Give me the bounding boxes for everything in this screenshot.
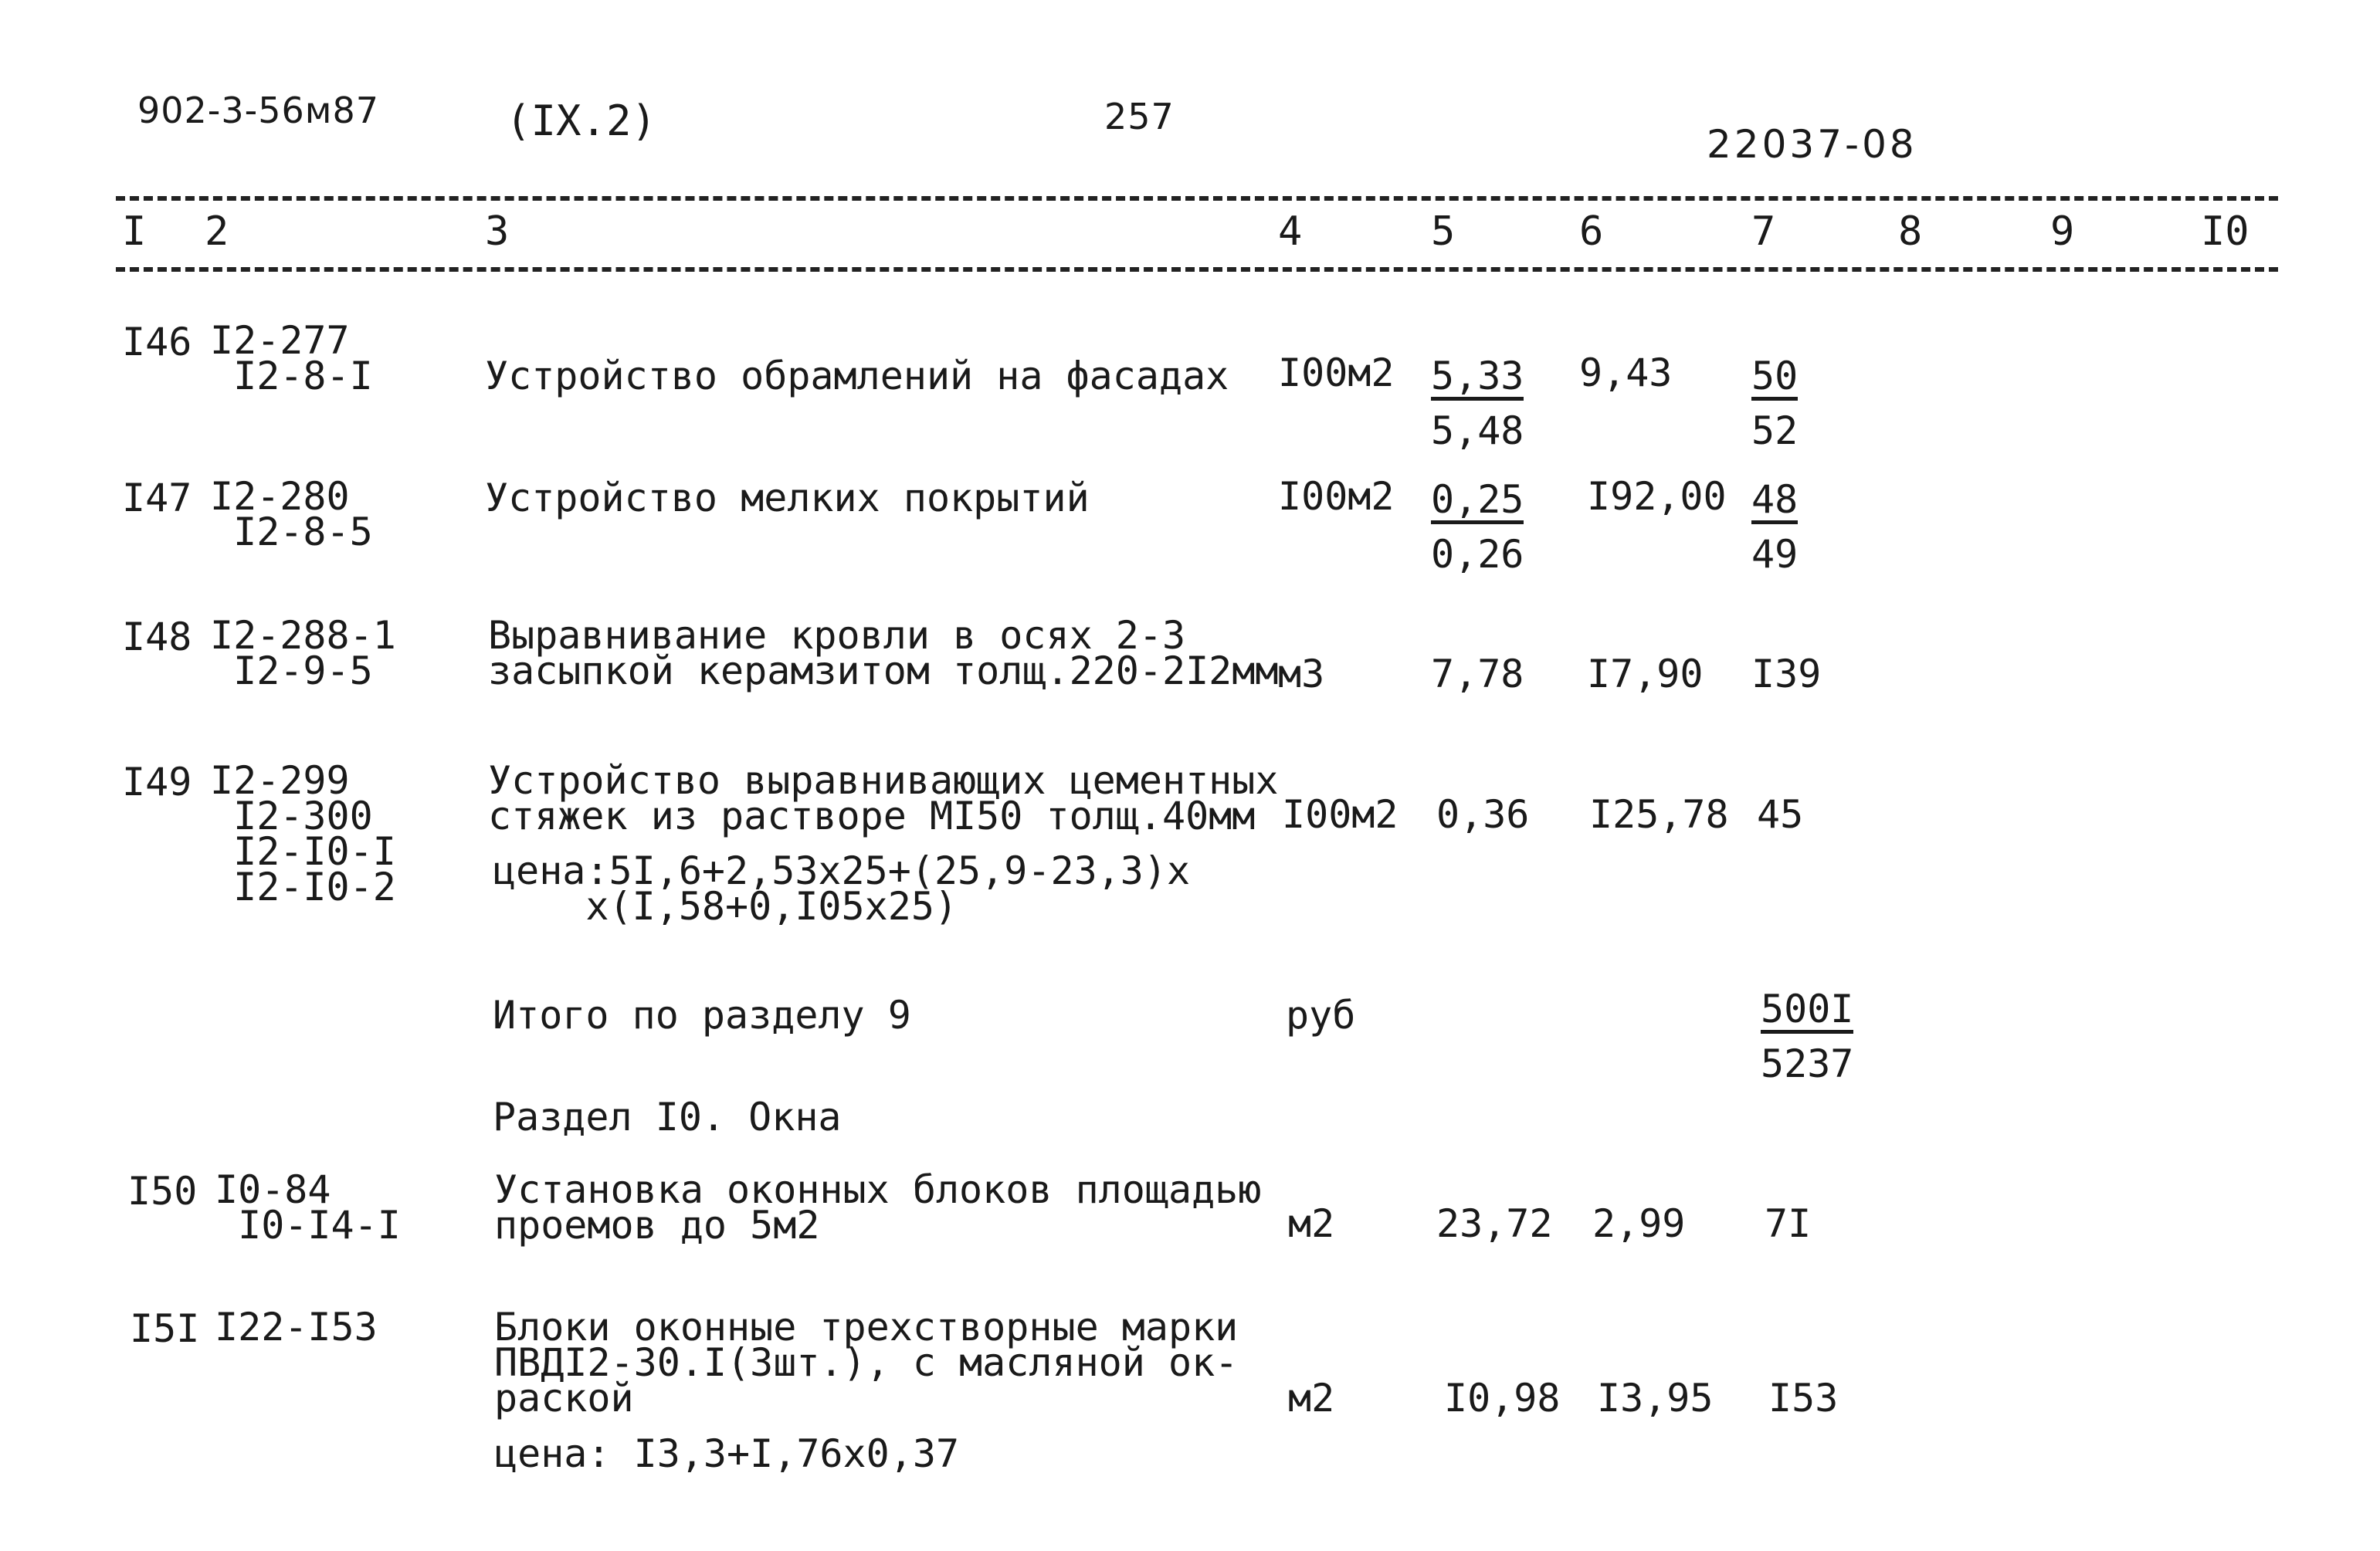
stamp-number: 22037-08 xyxy=(1707,122,1917,167)
column-header-8: 8 xyxy=(1898,208,1923,255)
quantity-top: 5,33 xyxy=(1431,357,1524,401)
row-quantity: 23,72 xyxy=(1436,1201,1553,1246)
column-header-5: 5 xyxy=(1431,208,1456,255)
cost-bottom: 49 xyxy=(1751,532,1799,577)
row-unit: I00м2 xyxy=(1278,350,1395,395)
row-description: Устройство мелких покрытий xyxy=(485,476,1090,520)
column-header-1: I xyxy=(122,208,147,255)
row-quantity-fraction xyxy=(1431,477,1524,577)
row-unit: м2 xyxy=(1288,1376,1335,1421)
row-number: I47 xyxy=(122,476,192,520)
row-quantity: 0,36 xyxy=(1436,792,1530,837)
row-quantity-fraction xyxy=(1431,354,1524,453)
row-codes: I22-I53 xyxy=(215,1305,378,1350)
row-number: I5I xyxy=(130,1306,200,1351)
row-cost: I53 xyxy=(1768,1376,1839,1421)
row-description: Выравнивание кровли в осях 2-3 засыпкой керамзитом толщ.220-2I2мм xyxy=(488,613,1279,693)
row-codes: I2-277 I2-8-I xyxy=(210,318,373,398)
column-header-2: 2 xyxy=(205,208,229,255)
row-cost-fraction xyxy=(1751,477,1799,577)
row-quantity: 7,78 xyxy=(1431,652,1524,696)
row-unit-price: 2,99 xyxy=(1592,1201,1686,1246)
section-reference: (IX.2) xyxy=(506,97,657,145)
row-description: Блоки оконные трехстворные марки ПВДI2-30.I(3шт.), с масляной ок- раской xyxy=(494,1305,1239,1421)
row-cost: I39 xyxy=(1751,652,1822,696)
column-header-10: I0 xyxy=(2201,208,2249,255)
row-unit-price: I7,90 xyxy=(1587,652,1704,696)
row-unit: I00м2 xyxy=(1282,792,1399,837)
row-unit: м2 xyxy=(1288,1201,1335,1246)
total-bottom: 5237 xyxy=(1761,1041,1854,1086)
row-unit-price: 9,43 xyxy=(1579,350,1673,395)
row-cost: 45 xyxy=(1757,792,1804,837)
document-code: 902-3-56м87 xyxy=(137,90,380,131)
row-unit: м3 xyxy=(1278,652,1325,696)
row-description: Устройство выравнивающих цементных стяжек из растворе МI50 толщ.40мм xyxy=(488,758,1279,838)
section-total-unit: руб xyxy=(1286,993,1356,1038)
column-header-7: 7 xyxy=(1751,208,1776,255)
row-number: I50 xyxy=(127,1169,198,1214)
row-codes: I2-299 I2-300 I2-I0-I I2-I0-2 xyxy=(210,758,396,909)
section-total-label: Итого по разделу 9 xyxy=(493,993,911,1038)
cost-bottom: 52 xyxy=(1751,408,1799,453)
column-header-6: 6 xyxy=(1579,208,1604,255)
row-unit-price: I92,00 xyxy=(1587,474,1727,519)
row-number: I49 xyxy=(122,760,192,804)
row-codes: I2-288-1 I2-9-5 xyxy=(210,613,396,693)
total-top: 500I xyxy=(1761,990,1853,1034)
row-unit: I00м2 xyxy=(1278,474,1395,519)
cost-top: 50 xyxy=(1751,357,1798,401)
quantity-bottom: 5,48 xyxy=(1431,408,1524,453)
row-description: Устройство обрамлений на фасадах xyxy=(485,354,1229,398)
header-rule-top xyxy=(116,196,2278,201)
column-header-4: 4 xyxy=(1278,208,1303,255)
row-codes: I0-84 I0-I4-I xyxy=(215,1167,401,1248)
column-header-9: 9 xyxy=(2050,208,2075,255)
quantity-top: 0,25 xyxy=(1431,480,1524,524)
row-cost: 7I xyxy=(1765,1201,1812,1246)
section-title: Раздел I0. Окна xyxy=(493,1095,842,1140)
row-price-note: цена: I3,3+I,76х0,37 xyxy=(494,1431,960,1476)
page-number: 257 xyxy=(1104,96,1175,137)
quantity-bottom: 0,26 xyxy=(1431,532,1524,577)
row-quantity: I0,98 xyxy=(1444,1376,1561,1421)
row-unit-price: I25,78 xyxy=(1589,792,1729,837)
row-codes: I2-280 I2-8-5 xyxy=(210,474,373,554)
row-cost-fraction xyxy=(1751,354,1799,453)
header-rule-bottom xyxy=(116,267,2278,272)
row-unit-price: I3,95 xyxy=(1597,1376,1714,1421)
section-total-fraction xyxy=(1761,987,1854,1086)
column-header-3: 3 xyxy=(485,208,510,255)
row-number: I48 xyxy=(122,615,192,659)
cost-top: 48 xyxy=(1751,480,1798,524)
row-description: Установка оконных блоков площадью проемов до 5м2 xyxy=(494,1167,1262,1248)
row-price-note: цена:5I,6+2,53х25+(25,9-23,3)х х(I,58+0,I05х25) xyxy=(493,848,1191,929)
row-number: I46 xyxy=(122,320,192,364)
